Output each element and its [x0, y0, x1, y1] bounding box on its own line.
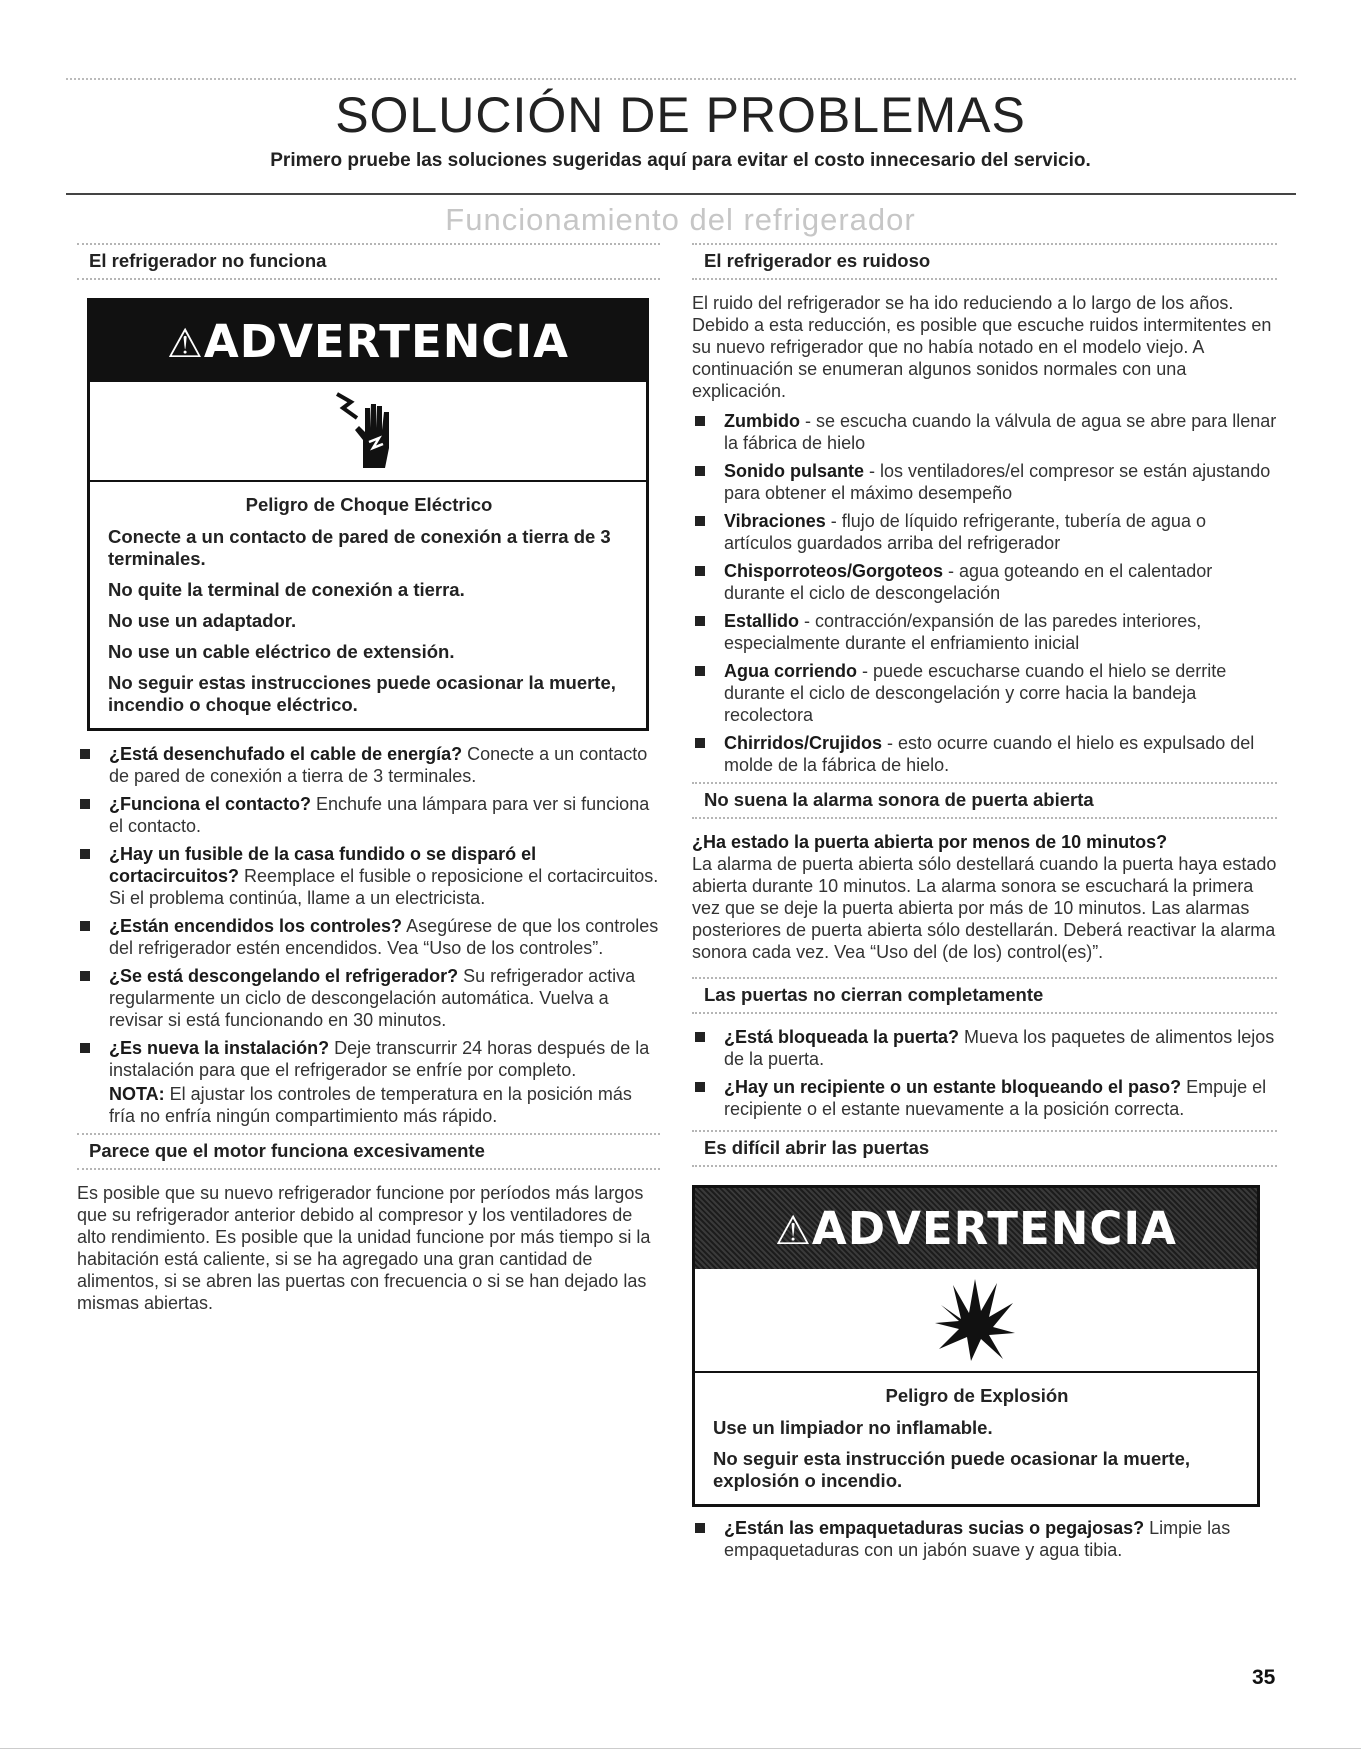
list-item: Agua corriendo - puede escucharse cuando el hielo se derrite durante el ciclo de descongelación y corre hacia la bandeja recolectora [692, 660, 1277, 726]
bullet-icon [695, 416, 705, 426]
bullet-icon [695, 1523, 705, 1533]
list-item: ¿Está desenchufado el cable de energía? Conecte a un contacto de pared de conexión a tierra de 3 terminales. [77, 743, 660, 787]
warning-box-electric [87, 298, 649, 731]
not-working-list [77, 743, 660, 1081]
warning-title: ADVERTENCIA [203, 315, 569, 368]
subhead-motor: Parece que el motor funciona excesivamente [77, 1133, 660, 1170]
page-subtitle: Primero pruebe las soluciones sugeridas aquí para evitar el costo innecesario del servicio. [270, 150, 1091, 171]
right-column [692, 243, 1277, 1567]
list-item: ¿Hay un recipiente o un estante bloqueando el paso? Empuje el recipiente o el estante nuevamente a la posición correcta. [692, 1076, 1277, 1120]
warning-danger: Peligro de Choque Eléctrico [245, 494, 493, 515]
bullet-icon [695, 1082, 705, 1092]
bullet-icon [695, 666, 705, 676]
list-item: Chirridos/Crujidos - esto ocurre cuando el hielo es expulsado del molde de la fábrica de hielo. [692, 732, 1277, 776]
noisy-intro: El ruido del refrigerador se ha ido reduciendo a lo largo de los años. Debido a esta reducción, es posible que escuche ruidos intermitentes en su nuevo refrigerador que no había notado en el modelo viejo. A continuación se enumeran algunos sonidos normales con una explicación. [692, 293, 1272, 401]
section-title: Funcionamiento del refrigerador [445, 202, 916, 237]
electric-shock-hand-icon [333, 390, 403, 472]
page-title: SOLUCIÓN DE PROBLEMAS [335, 87, 1026, 143]
list-item: ¿Se está descongelando el refrigerador? Su refrigerador activa regularmente un ciclo de descongelación automática. Vuelva a revisar si está funcionando en 30 minutos. [77, 965, 660, 1031]
title-divider [66, 193, 1296, 195]
sounds-list [692, 410, 1277, 776]
bullet-icon [80, 921, 90, 931]
list-item: Sonido pulsante - los ventiladores/el compresor se están ajustando para obtener el máximo desempeño [692, 460, 1277, 504]
bullet-icon [695, 516, 705, 526]
bullet-icon [80, 749, 90, 759]
doors-open-list [692, 1517, 1277, 1561]
page-number: 35 [1252, 1666, 1276, 1689]
warning-box-explosion [692, 1185, 1260, 1507]
warning-line: No seguir estas instrucciones puede ocasionar la muerte, incendio o choque eléctrico. [108, 672, 616, 715]
warning-title: ADVERTENCIA [811, 1202, 1177, 1255]
bullet-icon [695, 1032, 705, 1042]
bullet-icon [695, 738, 705, 748]
bullet-icon [80, 1043, 90, 1053]
warning-line: Conecte a un contacto de pared de conexión a tierra de 3 terminales. [108, 526, 611, 569]
bullet-icon [80, 849, 90, 859]
alarm-paragraph: La alarma de puerta abierta sólo destellará cuando la puerta haya estado abierta durante 10 minutos. La alarma sonora se escuchará la primera vez que se deje la puerta abierta por más de 10 minutos. Las alarmas posteriores de puerta abierta sólo destellarán. Deberá reactivar la alarma sonora cada vez. Vea “Uso del (de los) control(es)”. [692, 854, 1277, 962]
top-divider [66, 78, 1296, 80]
list-item: ¿Hay un fusible de la casa fundido o se disparó el cortacircuitos? Reemplace el fusible o reposicione el cortacircuitos. Si el problema continúa, llame a un electricista. [77, 843, 660, 909]
left-column [77, 243, 660, 1314]
warning-header [90, 301, 646, 382]
warning-line: No use un cable eléctrico de extensión. [108, 641, 455, 662]
warning-body [695, 1373, 1257, 1504]
subhead-doors-open: Es difícil abrir las puertas [692, 1130, 1277, 1167]
subhead-not-working: El refrigerador no funciona [77, 243, 660, 280]
warning-body [90, 482, 646, 728]
explosion-icon [931, 1275, 1021, 1365]
bullet-icon [80, 971, 90, 981]
alarm-question: ¿Ha estado la puerta abierta por menos de 10 minutos? [692, 832, 1168, 852]
warning-triangle-icon: ⚠ [167, 321, 204, 367]
list-item: Chisporroteos/Gorgoteos - agua goteando en el calentador durante el ciclo de descongelación [692, 560, 1277, 604]
list-item: ¿Están encendidos los controles? Asegúrese de que los controles del refrigerador estén encendidos. Vea “Uso de los controles”. [77, 915, 660, 959]
note: NOTA: El ajustar los controles de temperatura en la posición más fría no enfría ningún compartimiento más rápido. [109, 1084, 632, 1126]
warning-line: No use un adaptador. [108, 610, 297, 631]
list-item: ¿Es nueva la instalación? Deje transcurrir 24 horas después de la instalación para que el refrigerador se enfríe por completo. [77, 1037, 660, 1081]
bottom-divider [0, 1748, 1361, 1749]
list-item: ¿Funciona el contacto? Enchufe una lámpara para ver si funciona el contacto. [77, 793, 660, 837]
list-item: ¿Están las empaquetaduras sucias o pegajosas? Limpie las empaquetaduras con un jabón suave y agua tibia. [692, 1517, 1277, 1561]
list-item: Zumbido - se escucha cuando la válvula de agua se abre para llenar la fábrica de hielo [692, 410, 1277, 454]
bullet-icon [80, 799, 90, 809]
subhead-alarm: No suena la alarma sonora de puerta abierta [692, 782, 1277, 819]
bullet-icon [695, 466, 705, 476]
subhead-doors-close: Las puertas no cierran completamente [692, 977, 1277, 1014]
warning-line: No seguir esta instrucción puede ocasionar la muerte, explosión o incendio. [713, 1448, 1191, 1491]
warning-line: Use un limpiador no inflamable. [713, 1417, 993, 1438]
subhead-noisy: El refrigerador es ruidoso [692, 243, 1277, 280]
warning-triangle-icon: ⚠ [775, 1208, 812, 1254]
warning-header [695, 1188, 1257, 1269]
motor-paragraph: Es posible que su nuevo refrigerador funcione por períodos más largos que su refrigerador anterior debido al compresor y los ventiladores de alto rendimiento. Es posible que la unidad funcione por más tiempo si la habitación está caliente, si se ha agregado una gran cantidad de alimentos, si se abren las puertas con frecuencia o si se han dejado las mismas abiertas. [77, 1183, 651, 1313]
warning-icon-row [90, 382, 646, 482]
warning-line: No quite la terminal de conexión a tierra. [108, 579, 465, 600]
bullet-icon [695, 566, 705, 576]
list-item: ¿Está bloqueada la puerta? Mueva los paquetes de alimentos lejos de la puerta. [692, 1026, 1277, 1070]
warning-danger: Peligro de Explosión [885, 1385, 1069, 1406]
doors-close-list [692, 1026, 1277, 1120]
list-item: Vibraciones - flujo de líquido refrigerante, tubería de agua o artículos guardados arriba del refrigerador [692, 510, 1277, 554]
bullet-icon [695, 616, 705, 626]
list-item: Estallido - contracción/expansión de las paredes interiores, especialmente durante el enfriamiento inicial [692, 610, 1277, 654]
warning-icon-row [695, 1269, 1257, 1373]
